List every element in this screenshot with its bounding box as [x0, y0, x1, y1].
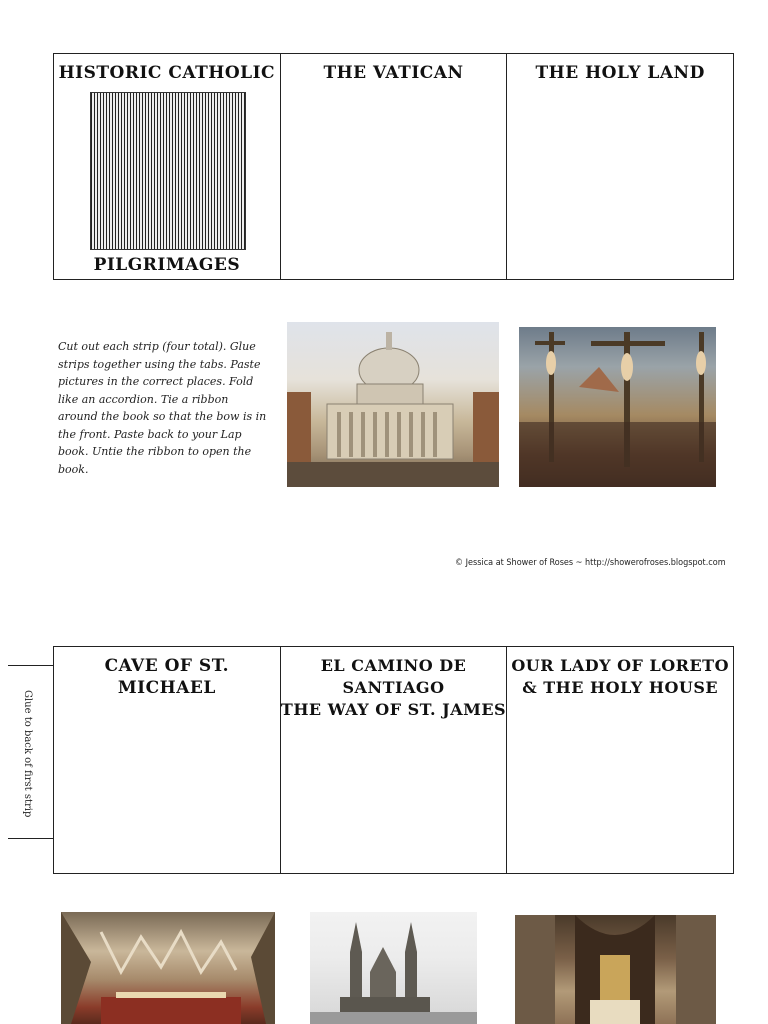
cell-title: THE VATICAN	[323, 63, 464, 83]
cell-camino-santiago	[281, 647, 508, 873]
engraving-image	[90, 92, 246, 250]
holy-land-painting	[519, 327, 716, 487]
cell-title-line1: EL CAMINO DE SANTIAGO	[320, 656, 467, 697]
strip-2	[53, 646, 734, 874]
strip-1	[53, 53, 734, 280]
santiago-cathedral-photo	[310, 912, 477, 1024]
copyright-credit: © Jessica at Shower of Roses ~ http://showerofroses.blogspot.com	[455, 558, 726, 568]
vatican-photo	[287, 322, 499, 487]
cell-historic-pilgrimages	[54, 54, 281, 279]
cell-title: THE HOLY LAND	[535, 63, 705, 83]
cell-title-line2: & THE HOLY HOUSE	[522, 678, 719, 697]
cell-title-line2: THE WAY OF ST. JAMES	[280, 700, 507, 719]
cell-vatican	[281, 54, 508, 279]
cell-bottom-label: PILGRIMAGES	[93, 255, 241, 275]
cave-photo	[61, 912, 275, 1024]
loreto-holy-house-photo	[515, 915, 716, 1024]
cell-holy-land	[507, 54, 733, 279]
glue-tab-label: Glue to back of first strip	[22, 690, 33, 818]
tab-border-bottom	[8, 838, 53, 839]
instructions-text: Cut out each strip (four total). Glue strips together using the tabs. Paste pictures in the correct places. Fold like an accordion. Tie a ribbon around the book so that the bow is in the front. Paste back to your Lap book. Untie the ribbon to open the book.	[58, 340, 267, 476]
cell-cave-st-michael	[54, 647, 281, 873]
cell-title-line1: OUR LADY OF LORETO	[511, 656, 730, 675]
tab-border-top	[8, 665, 53, 666]
cell-our-lady-loreto	[507, 647, 733, 873]
cell-title: HISTORIC CATHOLIC	[58, 63, 276, 83]
cell-title: CAVE OF ST. MICHAEL	[104, 656, 230, 698]
